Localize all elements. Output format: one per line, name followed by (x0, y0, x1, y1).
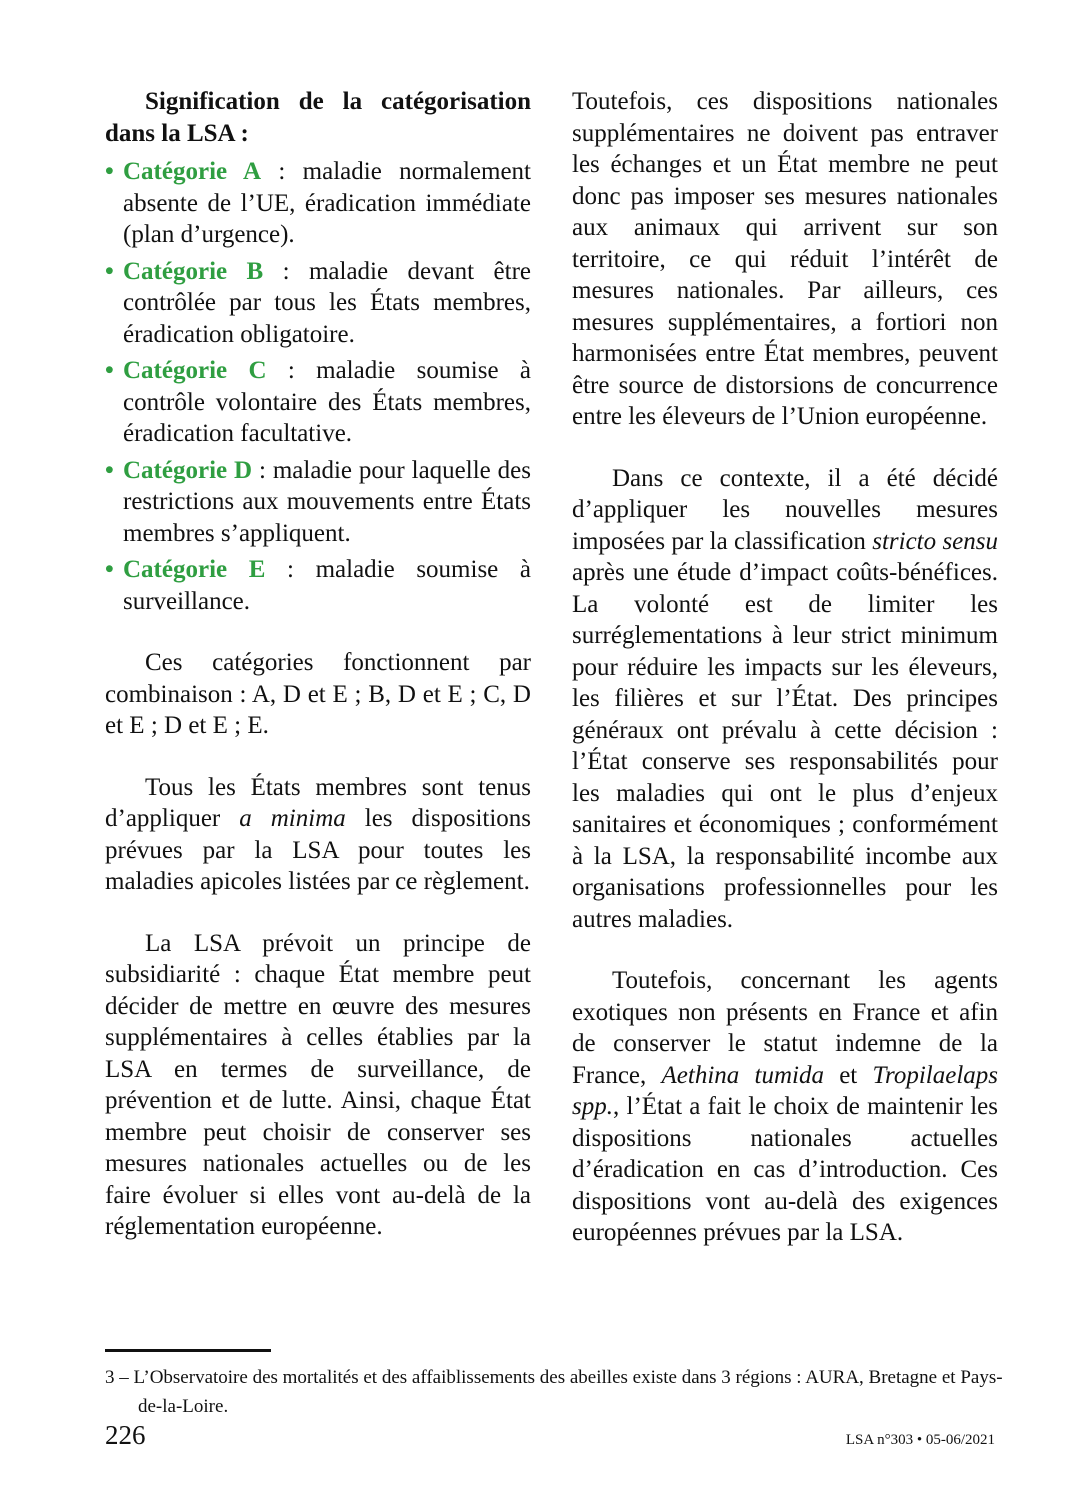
category-label: Catégorie B (123, 257, 264, 285)
paragraph (572, 86, 998, 433)
paragraph (105, 928, 531, 1243)
footnote-marker: 3 – (105, 1367, 134, 1388)
bullet-icon: • (105, 257, 114, 285)
category-description: : maladie pour laquelle des restrictions aux mouvements entre États membres s’appliquent. (123, 456, 531, 547)
left-column (105, 86, 531, 1243)
category-label: Catégorie D (123, 456, 253, 484)
italic-text: Tropilaelaps spp. (572, 1061, 998, 1120)
body-text: La LSA prévoit un principe de subsidiarité : chaque État membre peut décider de mettre en œuvre des mesures supplémentaires à celles établies par la LSA en termes de surveillance, de prévention et de lutte. Ainsi, chaque État membre peut choisir de conserver ses mesures nationales actuelles ou de les faire évoluer si elles vont au-delà de la réglementation européenne. (105, 929, 531, 1240)
bullet-icon: • (105, 556, 114, 583)
category-list-item (105, 554, 531, 617)
category-description: : maladie soumise à contrôle volontaire des États membres, éradication facultative. (123, 357, 531, 447)
footnote-body: L’Observatoire des mortalités et des affaiblissements des abeilles existe dans 3 régions : AURA, Bretagne et Pays-de-la-Loire. (133, 1367, 1003, 1417)
body-text: après une étude d’impact coûts-bénéfices. La volonté est de limiter les surréglementations à leur strict minimum pour réduire les impacts sur les éleveurs, les filières et sur l’État. Des principes généraux ont prévalu à cette décision : l’État conserve ses responsabilités pour les maladies qui ont le plus d’enjeux sanitaires et économiques ; conformément à la LSA, la responsabilité incombe aux organisations professionnelles pour les autres maladies. (572, 559, 998, 933)
category-description: : maladie soumise à surveillance. (123, 556, 531, 615)
body-text: Tous les États membres sont tenus d’appliquer (105, 773, 531, 832)
category-list-item (105, 156, 531, 251)
category-label: Catégorie E (123, 556, 266, 583)
right-column (572, 86, 998, 1249)
left-column-paragraphs (105, 647, 531, 1243)
footnote (105, 1363, 1003, 1421)
footnote-text (105, 1363, 1003, 1421)
paragraph (572, 463, 998, 936)
section-heading: Signification de la catégorisation dans la LSA : (105, 88, 531, 147)
page-footer (105, 1420, 995, 1451)
body-text: Dans ce contexte, il a été décidé d’appliquer les nouvelles mesures imposées par la classification (572, 464, 998, 555)
bullet-icon: • (105, 456, 114, 484)
category-description: : maladie normalement absente de l’UE, éradication immédiate (plan d’urgence). (123, 158, 532, 248)
journal-reference: LSA n°303 • 05-06/2021 (845, 1432, 995, 1448)
body-text: et (823, 1061, 873, 1089)
category-list (105, 156, 531, 617)
italic-text: a minima (239, 805, 346, 832)
italic-text: stricto sensu (872, 527, 998, 555)
body-text: les dispositions prévues par la LSA pour toutes les maladies apicoles listées par ce règlement. (105, 805, 532, 895)
paragraph (572, 965, 998, 1249)
page-number: 226 (105, 1420, 146, 1450)
body-text: Ces catégories fonctionnent par combinaison : A, D et E ; B, D et E ; C, D et E ; D et E ; E. (105, 649, 531, 739)
paragraph (105, 772, 531, 898)
body-text: Toutefois, ces dispositions nationales supplémentaires ne doivent pas entraver les échanges et un État membre ne peut donc pas imposer ses mesures nationales aux animaux qui arrivent sur son territoire, ce qui réduit l’intérêt de mesures nationales. Par ailleurs, ces mesures supplémentaires, a fortiori non harmonisées entre État membres, peuvent être source de distorsions de concurrence entre les éleveurs de l’Union européenne. (572, 88, 998, 430)
footnote-separator (105, 1349, 271, 1352)
italic-text: Aethina tumida (661, 1061, 824, 1089)
body-text: , l’État a fait le choix de maintenir les dispositions nationales actuelles d’éradication en cas d’introduction. Ces dispositions vont au-delà des exigences européennes prévues par la LSA. (572, 1093, 998, 1246)
category-label: Catégorie C (123, 357, 267, 384)
category-list-item (105, 355, 531, 450)
body-text: Toutefois, concernant les agents exotiques non présents en France et afin de conserver le statut indemne de la France, (572, 967, 998, 1089)
bullet-icon: • (105, 158, 114, 185)
category-list-item (105, 256, 531, 351)
category-label: Catégorie A (123, 158, 262, 185)
category-description: : maladie devant être contrôlée par tous les États membres, éradication obligatoire. (123, 257, 531, 348)
category-list-item (105, 455, 531, 550)
bullet-icon: • (105, 357, 114, 384)
paragraph (105, 647, 531, 742)
